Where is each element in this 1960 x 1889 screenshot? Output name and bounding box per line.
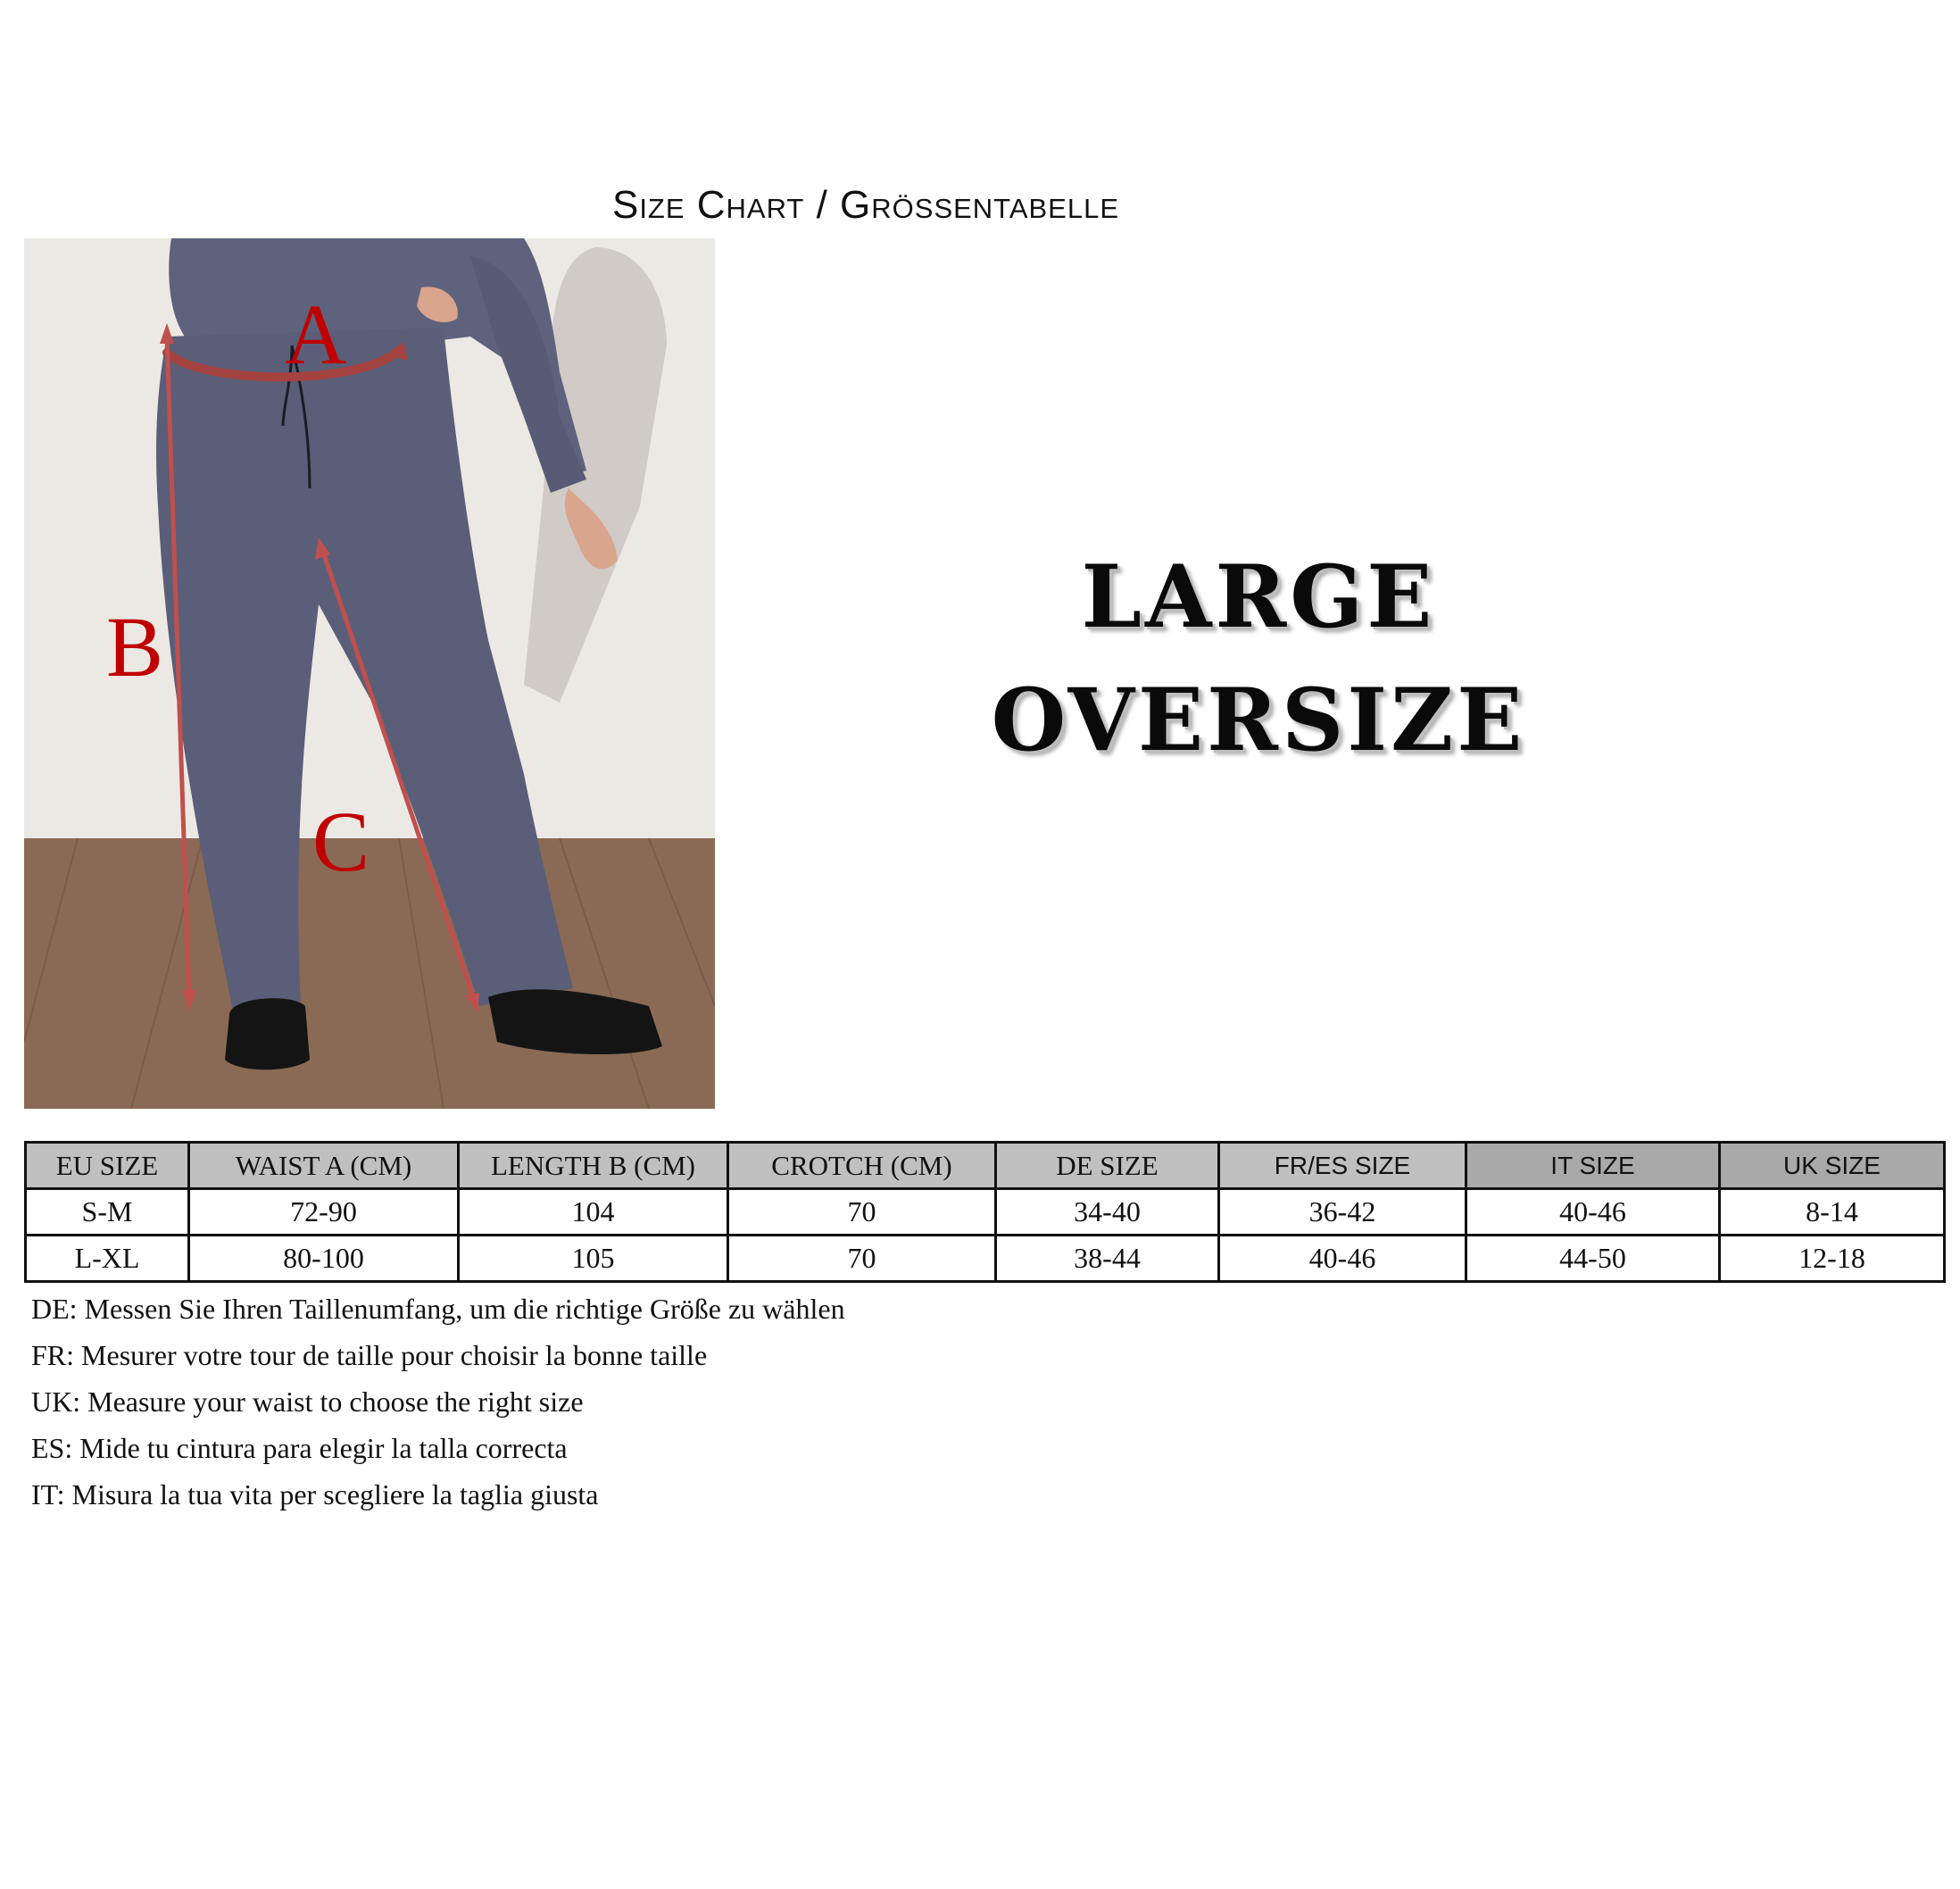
cell-waist: 72-90 — [189, 1189, 459, 1236]
cell-length: 105 — [459, 1236, 728, 1282]
header-waist: WAIST A (CM) — [189, 1143, 459, 1189]
cell-uk-size: 8-14 — [1720, 1189, 1945, 1236]
table-header-row — [26, 1143, 1945, 1189]
header-de-size: DE SIZE — [996, 1143, 1219, 1189]
annotation-label-b: B — [106, 599, 164, 695]
size-table — [24, 1141, 1946, 1283]
header-uk-size: UK SIZE — [1720, 1143, 1945, 1189]
cell-it-size: 44-50 — [1466, 1236, 1720, 1282]
header-crotch: CROTCH (CM) — [728, 1143, 996, 1189]
cell-de-size: 38-44 — [996, 1236, 1219, 1282]
annotation-label-c: C — [312, 794, 370, 889]
cell-crotch: 70 — [728, 1189, 996, 1236]
cell-waist: 80-100 — [189, 1236, 459, 1282]
product-photo — [24, 238, 715, 1109]
note-fr: FR: Mesurer votre tour de taille pour choisir la bonne taille — [31, 1339, 708, 1371]
annotation-label-a: A — [285, 287, 347, 382]
table-row — [26, 1189, 1945, 1236]
header-eu-size: EU SIZE — [26, 1143, 189, 1189]
pants-illustration — [24, 238, 715, 1109]
header-it-size: IT SIZE — [1466, 1143, 1720, 1189]
note-it: IT: Misura la tua vita per scegliere la taglia giusta — [31, 1478, 599, 1510]
cell-eu-size: L-XL — [26, 1236, 189, 1282]
page-title: Size Chart / Grössentabelle — [611, 183, 1120, 227]
fit-badge-line2: OVERSIZE — [991, 670, 1526, 770]
cell-de-size: 34-40 — [996, 1189, 1219, 1236]
fit-badge-line1: LARGE — [1081, 546, 1436, 647]
table-row — [26, 1236, 1945, 1282]
note-uk: UK: Measure your waist to choose the right size — [31, 1386, 584, 1418]
header-length: LENGTH B (CM) — [459, 1143, 728, 1189]
cell-it-size: 40-46 — [1466, 1189, 1720, 1236]
cell-fr-es-size: 36-42 — [1219, 1189, 1466, 1236]
measurement-instructions — [31, 1286, 845, 1518]
header-fr-es-size: FR/ES SIZE — [1219, 1143, 1466, 1189]
cell-fr-es-size: 40-46 — [1219, 1236, 1466, 1282]
cell-eu-size: S-M — [26, 1189, 189, 1236]
cell-crotch: 70 — [728, 1236, 996, 1282]
note-es: ES: Mide tu cintura para elegir la talla correcta — [31, 1432, 568, 1464]
cell-uk-size: 12-18 — [1720, 1236, 1945, 1282]
note-de: DE: Messen Sie Ihren Taillenumfang, um die richtige Größe zu wählen — [31, 1293, 845, 1325]
cell-length: 104 — [459, 1189, 728, 1236]
